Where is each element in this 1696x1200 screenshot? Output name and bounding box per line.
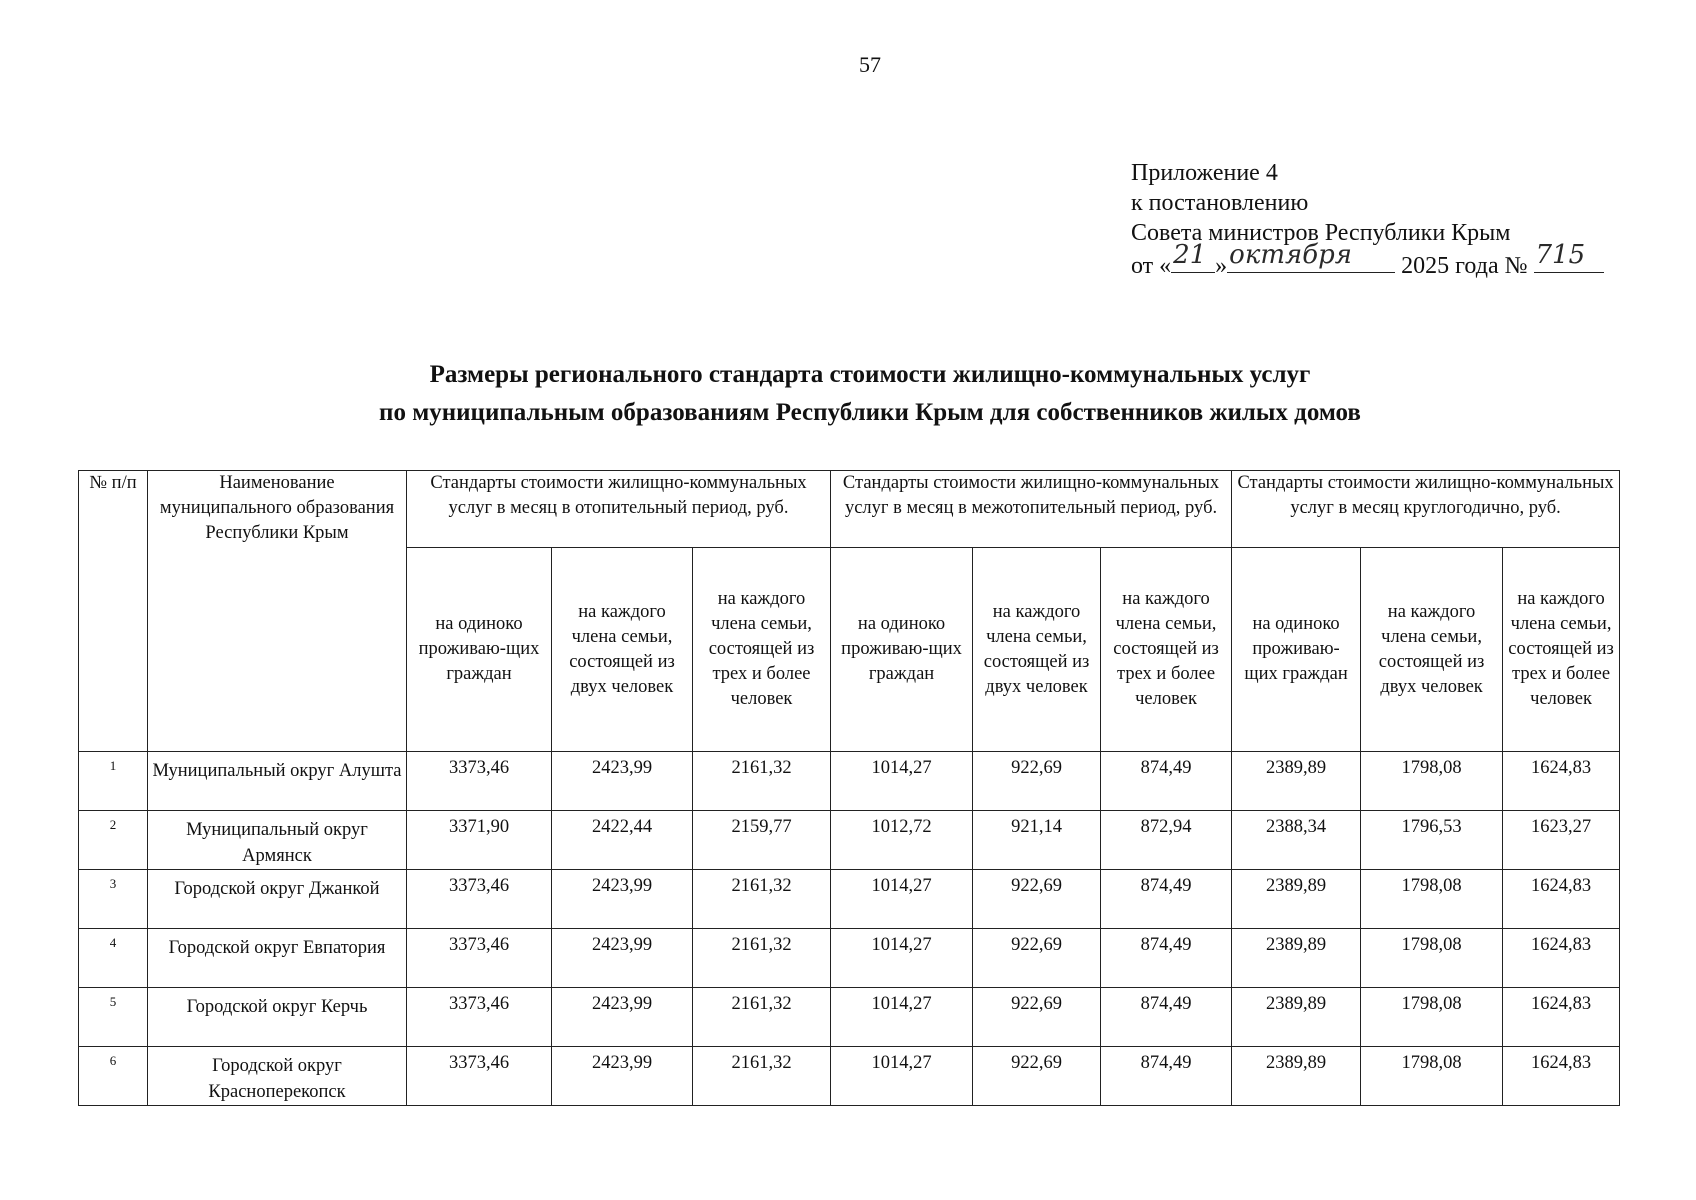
subheader-three-plus: на каждого члена семьи, состоящей из трех и более человек (693, 548, 831, 752)
value-cell: 1798,08 (1361, 929, 1503, 988)
value-cell: 2422,44 (552, 811, 693, 870)
appendix-authority: Совета министров Республики Крым (1131, 220, 1511, 246)
appendix-block (1131, 158, 1604, 281)
value-cell: 3373,46 (407, 1047, 552, 1106)
value-cell: 2161,32 (693, 988, 831, 1047)
value-cell: 2389,89 (1232, 1047, 1361, 1106)
row-number: 1 (79, 752, 148, 811)
header-group-nonheating: Стандарты стоимости жилищно-коммунальных услуг в месяц в межотопительный период, руб. (831, 471, 1232, 548)
row-number: 4 (79, 929, 148, 988)
value-cell: 2389,89 (1232, 929, 1361, 988)
municipality-name: Городской округ Евпатория (148, 929, 407, 988)
value-cell: 1014,27 (831, 752, 973, 811)
value-cell: 1624,83 (1503, 988, 1620, 1047)
appendix-title: Приложение 4 (1131, 160, 1278, 186)
appendix-ref: к постановлению (1131, 190, 1309, 216)
value-cell: 2423,99 (552, 929, 693, 988)
appendix-date-line (1131, 240, 1604, 281)
value-cell: 874,49 (1101, 988, 1232, 1047)
header-number: № п/п (79, 471, 148, 752)
decree-number-field (1534, 240, 1604, 273)
page-number: 57 (859, 52, 881, 77)
value-cell: 1623,27 (1503, 811, 1620, 870)
value-cell: 872,94 (1101, 811, 1232, 870)
day-field (1171, 240, 1215, 273)
title-line-1: Размеры регионального стандарта стоимости жилищно-коммунальных услуг (429, 361, 1311, 388)
header-group-heating: Стандарты стоимости жилищно-коммунальных услуг в месяц в отопительный период, руб. (407, 471, 831, 548)
subheader-two-person: на каждого члена семьи, состоящей из двух человек (1361, 548, 1503, 752)
value-cell: 1014,27 (831, 988, 973, 1047)
value-cell: 1798,08 (1361, 870, 1503, 929)
value-cell: 2423,99 (552, 988, 693, 1047)
value-cell: 1796,53 (1361, 811, 1503, 870)
row-number: 6 (79, 1047, 148, 1106)
subheader-two-person: на каждого члена семьи, состоящей из двух человек (552, 548, 693, 752)
value-cell: 2389,89 (1232, 752, 1361, 811)
municipality-name: Городской округ Джанкой (148, 870, 407, 929)
row-number: 3 (79, 870, 148, 929)
row-number: 2 (79, 811, 148, 870)
value-cell: 3373,46 (407, 752, 552, 811)
standards-table (78, 470, 1620, 1106)
value-cell: 874,49 (1101, 929, 1232, 988)
value-cell: 874,49 (1101, 1047, 1232, 1106)
municipality-name: Городской округ Красноперекопск (148, 1047, 407, 1106)
municipality-name: Муниципальный округ Армянск (148, 811, 407, 870)
value-cell: 1624,83 (1503, 1047, 1620, 1106)
value-cell: 2389,89 (1232, 988, 1361, 1047)
row-number: 5 (79, 988, 148, 1047)
value-cell: 2161,32 (693, 752, 831, 811)
value-cell: 2423,99 (552, 1047, 693, 1106)
value-cell: 922,69 (973, 988, 1101, 1047)
value-cell: 1798,08 (1361, 752, 1503, 811)
value-cell: 2159,77 (693, 811, 831, 870)
table-row (79, 752, 1620, 811)
value-cell: 1014,27 (831, 1047, 973, 1106)
value-cell: 921,14 (973, 811, 1101, 870)
value-cell: 2161,32 (693, 1047, 831, 1106)
subheader-single: на одиноко проживаю-щих граждан (1232, 548, 1361, 752)
table-row (79, 988, 1620, 1047)
value-cell: 3373,46 (407, 988, 552, 1047)
value-cell: 922,69 (973, 929, 1101, 988)
municipality-name: Муниципальный округ Алушта (148, 752, 407, 811)
handwritten-month: октября (1229, 240, 1352, 270)
value-cell: 1624,83 (1503, 870, 1620, 929)
handwritten-number: 715 (1535, 240, 1586, 270)
subheader-two-person: на каждого члена семьи, состоящей из двух человек (973, 548, 1101, 752)
value-cell: 922,69 (973, 870, 1101, 929)
value-cell: 1798,08 (1361, 1047, 1503, 1106)
table-row (79, 870, 1620, 929)
header-group-yearround: Стандарты стоимости жилищно-коммунальных услуг в месяц круглогодично, руб. (1232, 471, 1620, 548)
value-cell: 2161,32 (693, 929, 831, 988)
subheader-three-plus: на каждого члена семьи, состоящей из трех и более человек (1503, 548, 1620, 752)
value-cell: 874,49 (1101, 870, 1232, 929)
value-cell: 2388,34 (1232, 811, 1361, 870)
value-cell: 3373,46 (407, 929, 552, 988)
date-prefix: от « (1131, 253, 1172, 279)
value-cell: 2423,99 (552, 870, 693, 929)
subheader-single: на одиноко проживаю-щих граждан (831, 548, 973, 752)
value-cell: 1014,27 (831, 870, 973, 929)
subheader-three-plus: на каждого члена семьи, состоящей из трех и более человек (1101, 548, 1232, 752)
date-close: » (1215, 253, 1228, 279)
subheader-single: на одиноко проживаю-щих граждан (407, 548, 552, 752)
value-cell: 1798,08 (1361, 988, 1503, 1047)
value-cell: 1012,72 (831, 811, 973, 870)
table-row (79, 929, 1620, 988)
value-cell: 922,69 (973, 752, 1101, 811)
value-cell: 874,49 (1101, 752, 1232, 811)
document-title (0, 356, 1696, 432)
handwritten-day: 21 (1173, 240, 1207, 270)
value-cell: 2161,32 (693, 870, 831, 929)
table-row (79, 1047, 1620, 1106)
municipality-name: Городской округ Керчь (148, 988, 407, 1047)
month-field (1227, 240, 1395, 273)
table-row (79, 811, 1620, 870)
value-cell: 1624,83 (1503, 752, 1620, 811)
value-cell: 922,69 (973, 1047, 1101, 1106)
year-text: 2025 года № (1401, 253, 1528, 279)
value-cell: 1624,83 (1503, 929, 1620, 988)
value-cell: 2423,99 (552, 752, 693, 811)
value-cell: 1014,27 (831, 929, 973, 988)
value-cell: 3373,46 (407, 870, 552, 929)
value-cell: 3371,90 (407, 811, 552, 870)
value-cell: 2389,89 (1232, 870, 1361, 929)
title-line-2: по муниципальным образованиям Республики Крым для собственников жилых домов (379, 399, 1361, 426)
header-municipality: Наименование муниципального образования Республики Крым (148, 471, 407, 752)
